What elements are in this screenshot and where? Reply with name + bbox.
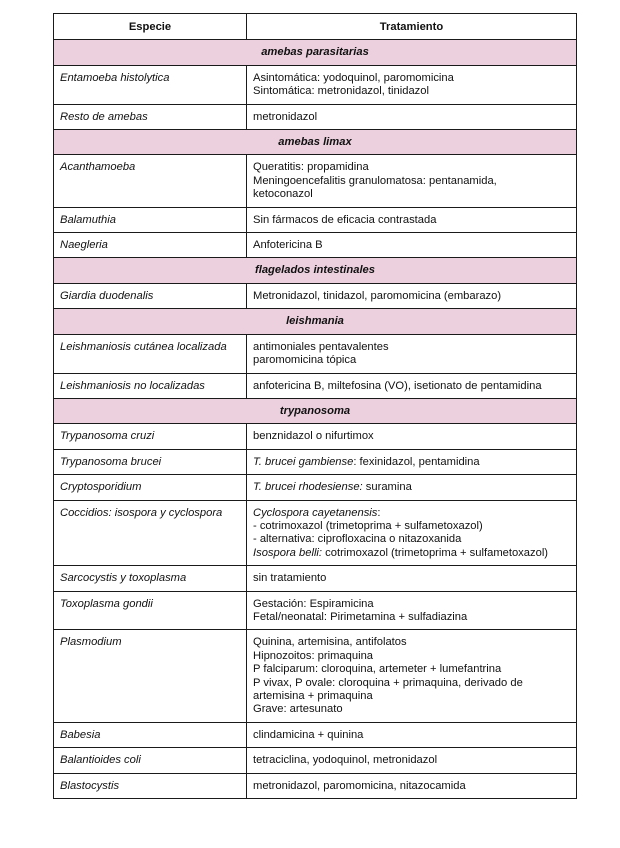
species-cell: Babesia	[54, 722, 247, 747]
treatment-italic: Cyclospora cayetanensis	[253, 506, 378, 519]
treatment-cell: Anfotericina B	[247, 233, 577, 258]
section-row	[54, 258, 577, 283]
section-row	[54, 309, 577, 334]
species-cell: Plasmodium	[54, 630, 247, 722]
species-cell: Balamuthia	[54, 207, 247, 232]
treatment-cell	[247, 591, 577, 630]
species-cell: Leishmaniosis cutánea localizada	[54, 334, 247, 373]
treatment-line: Fetal/neonatal: Pirimetamina + sulfadiazina	[253, 610, 468, 623]
species-cell: Cryptosporidium	[54, 475, 247, 500]
treatment-line: Gestación: Espiramicina	[253, 597, 374, 610]
section-row	[54, 130, 577, 155]
treatment-line: Hipnozoitos: primaquina	[253, 649, 374, 662]
treatment-line: Meningoencefalitis granulomatosa: pentanamida,	[253, 174, 497, 187]
table-row	[54, 500, 577, 566]
table-row	[54, 334, 577, 373]
treatment-cell: clindamicina + quinina	[247, 722, 577, 747]
table-row	[54, 748, 577, 773]
table-row	[54, 373, 577, 398]
table-row	[54, 591, 577, 630]
species-cell: Balantioides coli	[54, 748, 247, 773]
treatment-line: Queratitis: propamidina	[253, 161, 369, 174]
treatment-cell: tetraciclina, yodoquinol, metronidazol	[247, 748, 577, 773]
header-especie: Especie	[54, 14, 247, 40]
species-cell: Trypanosoma cruzi	[54, 424, 247, 449]
table-row	[54, 630, 577, 722]
table-row	[54, 424, 577, 449]
species-cell: Leishmaniosis no localizadas	[54, 373, 247, 398]
treatment-cell: metronidazol	[247, 104, 577, 129]
treatment-cell: sin tratamiento	[247, 566, 577, 591]
treatment-cell	[247, 475, 577, 500]
table-row	[54, 207, 577, 232]
table-row	[54, 155, 577, 207]
table-row	[54, 722, 577, 747]
table-row	[54, 475, 577, 500]
treatment-italic: Isospora belli:	[253, 546, 323, 559]
treatment-line: - alternativa: ciprofloxacina o nitazoxanida	[253, 533, 462, 546]
treatment-table-container	[53, 13, 576, 799]
treatment-italic: T. brucei gambiense	[253, 455, 354, 468]
species-cell: Giardia duodenalis	[54, 283, 247, 308]
treatment-cell	[247, 155, 577, 207]
species-cell: Naegleria	[54, 233, 247, 258]
treatment-line	[253, 507, 570, 520]
treatment-cell: metronidazol, paromomicina, nitazocamida	[247, 773, 577, 798]
treatment-cell: Metronidazol, tinidazol, paromomicina (embarazo)	[247, 283, 577, 308]
treatment-text: : fexinidazol, pentamidina	[353, 455, 480, 468]
table-header-row	[54, 14, 577, 40]
treatment-cell	[247, 500, 577, 566]
treatment-text: :	[377, 506, 381, 519]
section-leishmania: leishmania	[54, 309, 577, 334]
species-cell: Trypanosoma brucei	[54, 449, 247, 474]
table-row	[54, 283, 577, 308]
treatment-table	[53, 13, 577, 799]
table-row	[54, 65, 577, 104]
species-cell: Sarcocystis y toxoplasma	[54, 566, 247, 591]
treatment-line: artemisina + primaquina	[253, 690, 373, 702]
section-trypanosoma: trypanosoma	[54, 398, 577, 423]
treatment-cell: anfotericina B, miltefosina (VO), isetionato de pentamidina	[247, 373, 577, 398]
treatment-text: suramina	[362, 481, 412, 494]
treatment-line: Asintomática: yodoquinol, paromomicina	[253, 71, 454, 84]
treatment-text: cotrimoxazol (trimetoprima + sulfametoxazol)	[322, 546, 549, 559]
species-cell: Resto de amebas	[54, 104, 247, 129]
treatment-cell: benznidazol o nifurtimox	[247, 424, 577, 449]
treatment-line: antimoniales pentavalentes	[253, 340, 389, 353]
species-cell: Blastocystis	[54, 773, 247, 798]
species-cell: Coccidios: isospora y cyclospora	[54, 500, 247, 566]
table-row	[54, 233, 577, 258]
species-cell: Entamoeba histolytica	[54, 65, 247, 104]
table-row	[54, 104, 577, 129]
treatment-cell	[247, 65, 577, 104]
treatment-cell	[247, 334, 577, 373]
section-amebas-limax: amebas limax	[54, 130, 577, 155]
treatment-cell	[247, 449, 577, 474]
table-row	[54, 566, 577, 591]
species-cell: Acanthamoeba	[54, 155, 247, 207]
treatment-line: P vivax, P ovale: cloroquina + primaquina, derivado de	[253, 676, 523, 689]
treatment-line: ketoconazol	[253, 188, 313, 201]
table-row	[54, 449, 577, 474]
species-cell: Toxoplasma gondii	[54, 591, 247, 630]
treatment-italic: T. brucei rhodesiense:	[253, 481, 363, 494]
treatment-line: P falciparum: cloroquina, artemeter + lumefantrina	[253, 663, 502, 676]
treatment-cell	[247, 630, 577, 722]
treatment-line	[253, 547, 570, 560]
treatment-line: Quinina, artemisina, antifolatos	[253, 636, 407, 649]
section-flagelados-intestinales: flagelados intestinales	[54, 258, 577, 283]
treatment-line: Sintomática: metronidazol, tinidazol	[253, 85, 429, 98]
section-row	[54, 398, 577, 423]
treatment-cell: Sin fármacos de eficacia contrastada	[247, 207, 577, 232]
treatment-line: - cotrimoxazol (trimetoprima + sulfametoxazol)	[253, 519, 483, 532]
table-row	[54, 773, 577, 798]
treatment-line: Grave: artesunato	[253, 703, 343, 716]
header-tratamiento: Tratamiento	[247, 14, 577, 40]
section-amebas-parasitarias: amebas parasitarias	[54, 40, 577, 65]
treatment-line: paromomicina tópica	[253, 354, 357, 367]
section-row	[54, 40, 577, 65]
